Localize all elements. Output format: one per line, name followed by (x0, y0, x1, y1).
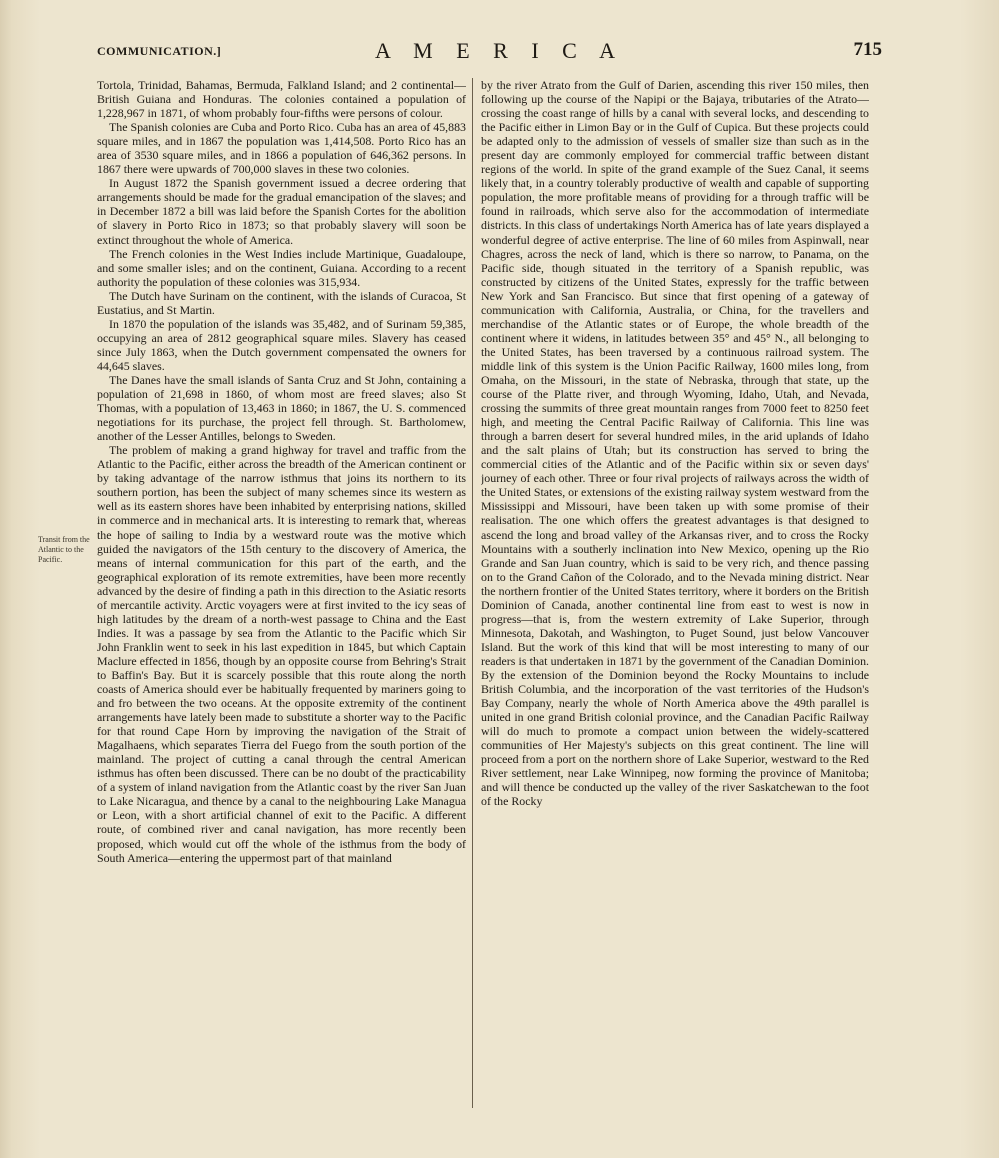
paragraph: Tortola, Trinidad, Bahamas, Bermuda, Falkland Island; and 2 continental—British Guiana and Honduras. The colonies contained a population of 1,228,967 in 1871, of whom probably four-fifths were persons of colour. (97, 78, 466, 121)
paragraph: The French colonies in the West Indies include Martinique, Guadaloupe, and some smaller isles; and on the continent, Guiana. According to a recent authority the population of these colonies was 315,934. (97, 246, 466, 289)
paragraph: The problem of making a grand highway for travel and traffic from the Atlantic to the Pacific, either across the breadth of the American continent or by taking advantage of the narrow isthmus that joins its northern to its southern portion, has been the subject of many schemes since its western as well as its eastern shores have been inhabited by enterprising nations, skilled in commerce and in mechanical arts. It is interesting to remark that, whereas the hope of sailing to India by a westward route was the motive which guided the navigators of the 15th century to the discovery of America, the means of internal communication for this part of the earth, and the geographical exploration of its remote extremities, have been more recently advanced by the desire of finding a path in this direction to the Asiatic resorts of mercantile activity. Arctic voyagers were at first invited to the icy seas of high latitudes by the dream of a north-west passage to China and the East Indies. It was a passage by sea from the Atlantic to the Pacific which Sir John Franklin went to seek in his last expedition in 1845, but which Captain Maclure effected in 1856, though by an opposite course from Behring's Strait to Baffin's Bay. But it is scarcely possible that this route along the north coasts of America should ever be habitually frequented by mariners going to and fro between the two oceans. At the opposite extremity of the continent arrangements have lately been made to substitute a shorter way to the Pacific for that round Cape Horn by improving the navigation of the Strait of Magalhaens, which separates Tierra del Fuego from the south portion of the mainland. The project of cutting a canal through the central American isthmus has often been discussed. There can be no doubt of the practicability of a system of inland navigation from the Atlantic coast by the river San Juan to Lake Nicaragua, and thence by a canal to the neighbouring Lake Managua or Leon, with a short artificial channel of exit to the Pacific. A different route, of combined river and canal navigation, has more recently been proposed, which would cut off the whole of the isthmus from the body of South America—entering the uppermost part of that mainland (97, 443, 466, 865)
paragraph: The Spanish colonies are Cuba and Porto Rico. Cuba has an area of 45,883 square miles, and in 1867 the population was 1,414,508. Porto Rico has an area of 3530 square miles, and in 1866 a population of 646,362 persons. In 1867 there were upwards of 700,000 slaves in these two colonies. (97, 120, 466, 177)
paragraph: by the river Atrato from the Gulf of Darien, ascending this river 150 miles, then following up the course of the Napipi or the Bajaya, tributaries of the Atrato—crossing the coast range of hills by a canal with several locks, and descending to the Pacific either in Limon Bay or in the Gulf of Cupica. But these projects could be adapted only to the admission of vessels of smaller size than such as in the present day are commonly employed for commercial traffic between distant regions of the world. In spite of the grand example of the Suez Canal, it seems likely that, in a country tolerably productive of wealth and capable of supporting population, the more profitable means of providing for a through traffic will be found in railroads, which serve also for the accommodation of intermediate districts. In this class of undertakings North America has of late years displayed a wonderful degree of active enterprise. The line of 60 miles from Aspinwall, near Chagres, across the neck of land, which is there so narrow, to Panama, on the Pacific side, though situated in the territory of a Spanish republic, was constructed by citizens of the United States, expressly for the traffic between New York and San Francisco. But since that first opening of a gateway of communication with California, Australia, or China, for the travellers and merchandise of the Atlantic states or of Europe, the whole breadth of the continent where it widens, in latitudes between 35° and 45° N., all belonging to the United States, has been traversed by a continuous railroad system. The middle link of this system is the Union Pacific Railway, 1600 miles long, from Omaha, on the Missouri, in the state of Nebraska, through that state, up the course of the Platte river, and through Wyoming, Idaho, Utah, and Nevada, crossing the summits of three great mountain ranges from 7000 feet to 8250 feet high, and meeting the Central Pacific Railway of California. This line was through a barren desert for several hundred miles, in the arid uplands of Idaho and the salt plains of Utah; but its construction has served to bring the commercial cities of the Atlantic and of the Pacific within six or seven days' journey of each other. Three or four rival projects of railways across the width of the United States, or extensions of the existing railway system westward from the Mississippi and Missouri, have been taken up with some promise of their realisation. The one which offers the greatest advantages is that designed to ascend the long and broad valley of the Arkansas river, and to cross the Rocky Mountains with a southerly inclination into New Mexico, opening up the Rio Grande and San Juan country, which is said to be very rich, and thence passing on to the Grand Cañon of the Colorado, and to the Nevada mining district. Near the northern frontier of the United States territory, where it borders on the British Dominion of Canada, another continental line from east to west is now in progress—that is, from the western extremity of Lake Superior, through Minnesota, Dakotah, and Washington, to Puget Sound, just below Vancouver Island. But the work of this kind that will be most interesting to many of our readers is that undertaken in 1871 by the government of the Canadian Dominion. By the extension of the Dominion beyond the Rocky Mountains to include British Columbia, and the incorporation of the vast territories of the Hudson's Bay Company, nearly the whole of North America above the 49th parallel is united in one grand British colonial province, and the Canadian Pacific Railway will do much to promote a compact union between the widely-scattered communities of Her Majesty's subjects on this great continent. The line will proceed from a port on the northern shore of Lake Superior, westward to the Red River settlement, near Lake Winnipeg, now forming the province of Manitoba; and will thence be conducted up the valley of the river Saskatchewan to the foot of the Rocky (481, 78, 869, 809)
page-number: 715 (853, 39, 882, 60)
column-divider (472, 78, 473, 1108)
right-column (481, 78, 869, 1108)
paragraph: In August 1872 the Spanish government issued a decree ordering that arrangements should be made for the gradual emancipation of the slaves; and in December 1872 a bill was laid before the Spanish Cortes for the abolition of slavery in Porto Rico in 1873; so that probably slavery will soon be extinct throughout the whole of America. (97, 176, 466, 247)
running-head: COMMUNICATION.] (97, 44, 222, 58)
page-header (0, 38, 999, 74)
paragraph: In 1870 the population of the islands was 35,482, and of Surinam 59,385, occupying an area of 2812 geographical square miles. Slavery has ceased since July 1863, when the Dutch government compensated the owners for 44,645 slaves. (97, 316, 466, 373)
left-column (97, 78, 466, 1108)
paragraph: The Dutch have Surinam on the continent, with the islands of Curacoa, St Eustatius, and St Martin. (97, 288, 466, 317)
page-title: A M E R I C A (374, 38, 625, 63)
paragraph: The Danes have the small islands of Santa Cruz and St John, containing a population of 21,698 in 1860, of whom most are freed slaves; also St Thomas, with a population of 13,463 in 1860; in 1867, the U. S. commenced negotiations for its purchase, the project fell through. St. Bartholomew, another of the Lesser Antilles, belongs to Sweden. (97, 372, 466, 444)
marginal-note: Transit from the Atlantic to the Pacific. (38, 535, 90, 564)
